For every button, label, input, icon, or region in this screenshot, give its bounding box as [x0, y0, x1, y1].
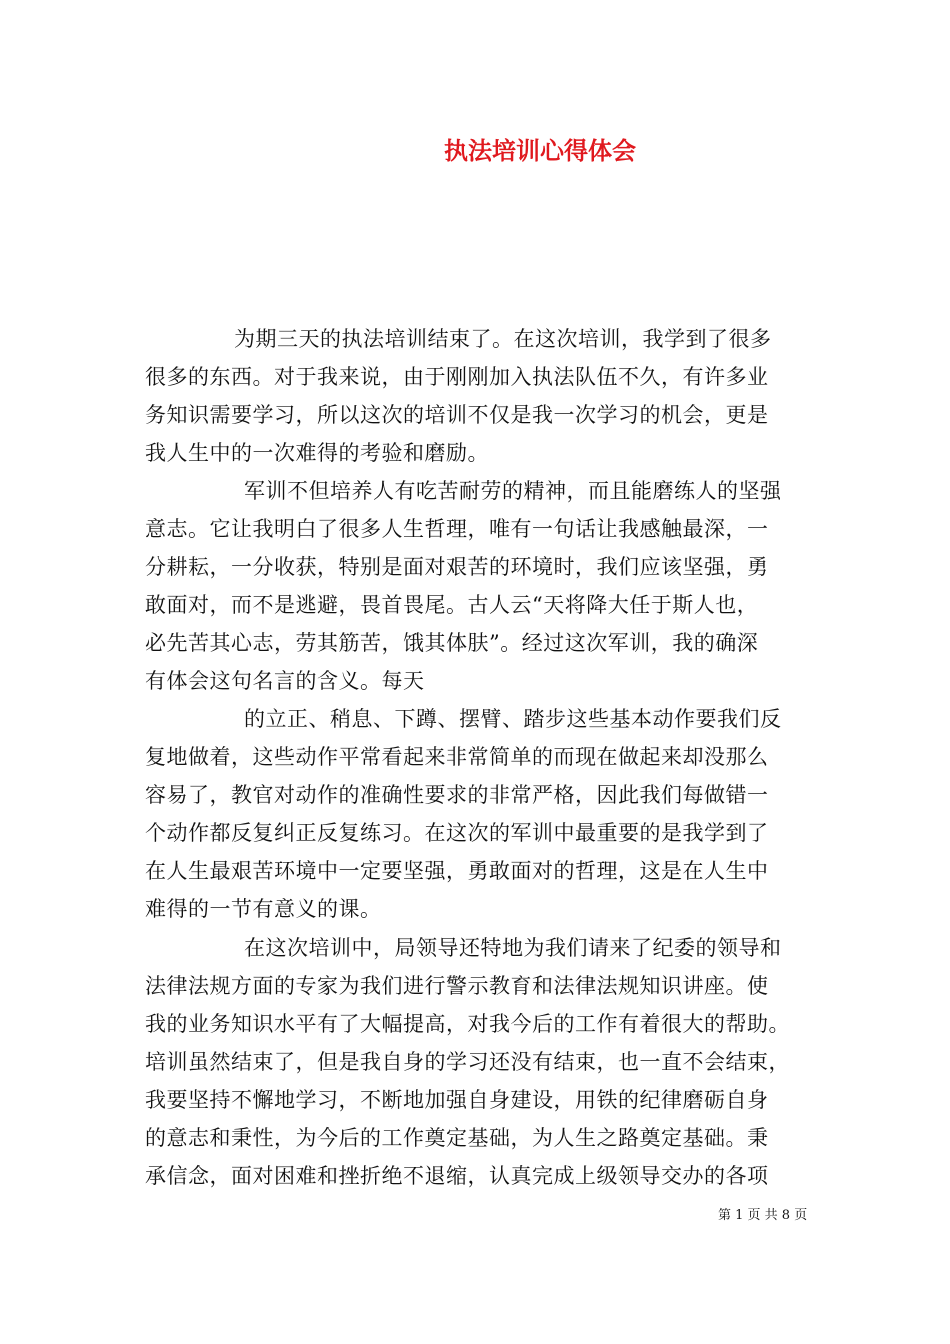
- text-line: 很多的东西。对于我来说，由于刚刚加入执法队伍不久，有许多业: [145, 365, 769, 389]
- text-line: 的立正、稍息、下蹲、摆臂、踏步这些基本动作要我们反: [244, 707, 782, 731]
- page-footer: 第 1 页 共 8 页: [718, 1208, 808, 1223]
- text-line: 在人生最艰苦环境中一定要坚强，勇敢面对的哲理，这是在人生中: [145, 859, 769, 883]
- text-line: 军训不但培养人有吃苦耐劳的精神，而且能磨练人的坚强: [244, 479, 782, 503]
- text-line: 我要坚持不懈地学习，不断地加强自身建设，用铁的纪律磨砺自身: [145, 1088, 769, 1112]
- text-line: 分耕耘，一分收获，特别是面对艰苦的环境时，我们应该坚强，勇: [145, 555, 769, 579]
- text-line: 在这次培训中，局领导还特地为我们请来了纪委的领导和: [244, 936, 782, 960]
- text-line: 复地做着，这些动作平常看起来非常简单的而现在做起来却没那么: [145, 745, 769, 769]
- text-line: 培训虽然结束了，但是我自身的学习还没有结束，也一直不会结束，: [145, 1050, 790, 1074]
- text-line: 承信念，面对困难和挫折绝不退缩，认真完成上级领导交办的各项: [145, 1164, 769, 1188]
- text-line: 我人生中的一次难得的考验和磨励。: [145, 441, 489, 465]
- text-line: 法律法规方面的专家为我们进行警示教育和法律法规知识讲座。使: [145, 974, 769, 998]
- text-line: 务知识需要学习，所以这次的培训不仅是我一次学习的机会，更是: [145, 403, 769, 427]
- text-line: 的意志和秉性，为今后的工作奠定基础，为人生之路奠定基础。秉: [145, 1126, 769, 1150]
- text-line: 个动作都反复纠正反复练习。在这次的军训中最重要的是我学到了: [145, 821, 769, 845]
- text-line: 有体会这句名言的含义。每天: [145, 669, 425, 693]
- text-line: 为期三天的执法培训结束了。在这次培训，我学到了很多: [234, 327, 772, 351]
- text-line: 我的业务知识水平有了大幅提高，对我今后的工作有着很大的帮助。: [145, 1012, 790, 1036]
- text-line: 难得的一节有意义的课。: [145, 897, 382, 921]
- text-line: 意志。它让我明白了很多人生哲理，唯有一句话让我感触最深，一: [145, 517, 769, 541]
- document-title: 执法培训心得体会: [444, 136, 636, 165]
- text-line: 必先苦其心志，劳其筋苦，饿其体肤”。经过这次军训，我的确深: [145, 631, 759, 655]
- text-line: 容易了，教官对动作的准确性要求的非常严格，因此我们每做错一: [145, 783, 769, 807]
- text-line: 敢面对，而不是逃避，畏首畏尾。古人云“天将降大任于斯人也，: [145, 593, 759, 617]
